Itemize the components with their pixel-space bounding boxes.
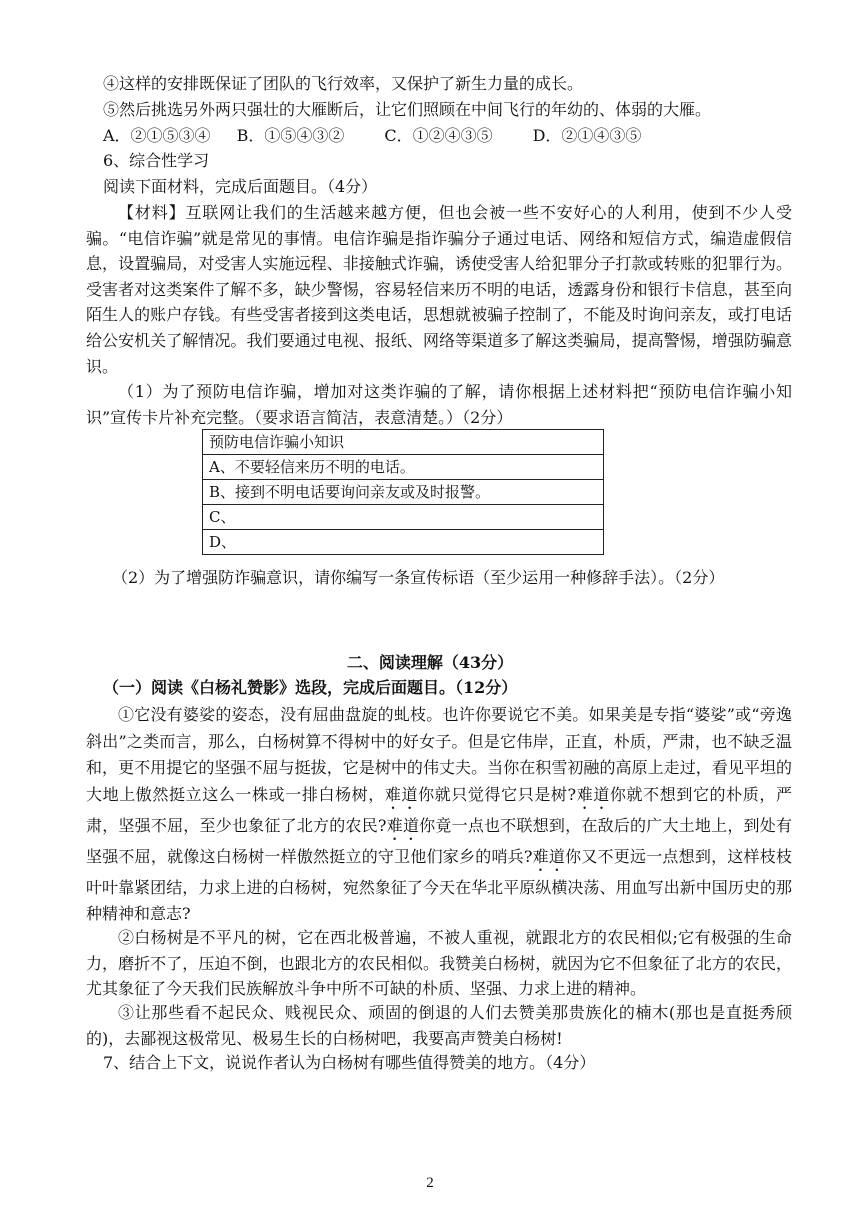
emphasis-nandao-3: 难道	[386, 815, 420, 835]
card-item-c: C、	[203, 505, 604, 530]
answer-options	[103, 126, 743, 146]
emphasis-nandao-4: 难道	[532, 846, 566, 866]
option-b: B．①⑤④③②	[236, 126, 345, 145]
p1-part-b: 你就只觉得它只是树?	[418, 784, 577, 804]
option-c: C．①②④③⑤	[384, 126, 493, 145]
passage-paragraph-3	[86, 1000, 792, 1051]
p2-text: ②白杨树是不平凡的树，它在西北极普遍，不被人重视，就跟北方的农民相似;它有极强的生命力，磨折不了，压迫不倒，也跟北方的农民相似。我赞美白杨树，就因为它不但象征了北方的农民，尤其象征了今天我们民族解放斗争中所不可缺的朴质、坚强、力求上进的精神。	[86, 928, 792, 999]
reading-subtitle: （一）阅读《白杨礼赞影》选段，完成后面题目。（12分）	[103, 678, 518, 697]
card-item-a: A、不要轻信来历不明的电话。	[203, 455, 604, 480]
question-6-title: 6、综合性学习	[103, 151, 210, 170]
card-title: 预防电信诈骗小知识	[203, 430, 604, 455]
question-7: 7、结合上下文，说说作者认为白杨树有哪些值得赞美的地方。（4分）	[103, 1053, 596, 1072]
sentence-5: ⑤然后挑选另外两只强壮的大雁断后，让它们照顾在中间飞行的年幼的、体弱的大雁。	[103, 100, 712, 119]
option-a: A．②①⑤③④	[103, 126, 211, 145]
option-d: D．②①④③⑤	[532, 126, 642, 145]
page-number: 2	[426, 1175, 434, 1191]
question-6-1-text: （1）为了预防电信诈骗，增加对这类诈骗的了解，请你根据上述材料把“预防电信诈骗小知识”宣传卡片补充完整。（要求语言简洁，表意清楚。）（2分）	[86, 382, 792, 427]
p1-part-a: ①它没有婆娑的姿态，没有屈曲盘旋的虬枝。也许你要说它不美。如果美是专指“婆娑”或“旁逸斜出”之类而言，那么，白杨树算不得树中的好女子。但是它伟岸，正直，朴质，严肃，也不缺乏温和，更不用提它的坚强不屈与挺拔，它是树中的伟丈夫。当你在积雪初融的高原上走过，看见平坦的大地上傲然挺立这么一株或一排白杨树，	[86, 705, 792, 804]
emphasis-nandao-1: 难道	[384, 784, 419, 804]
card-item-b: B、接到不明电话要询问亲友或及时报警。	[203, 480, 604, 505]
sentence-4: ④这样的安排既保证了团队的飞行效率，又保护了新生力量的成长。	[103, 74, 584, 93]
material-paragraph	[86, 200, 792, 379]
question-6-2: （2）为了增强防诈骗意识，请你编写一条宣传标语（至少运用一种修辞手法）。（2分）	[112, 568, 725, 587]
anti-fraud-card	[202, 429, 604, 555]
p1-part-d: 你竟一点也不联想到，在敌后的广大土地上，到处有坚强不屈，就像这白杨树一样傲然挺立的守卫他们家乡的哨兵?	[86, 815, 792, 866]
passage-paragraph-1	[86, 702, 792, 928]
emphasis-nandao-2: 难道	[576, 784, 610, 804]
question-6-intro: 阅读下面材料，完成后面题目。（4分）	[103, 177, 378, 196]
question-6-1	[86, 379, 792, 430]
passage-paragraph-2	[86, 925, 792, 1002]
material-text: 【材料】互联网让我们的生活越来越方便，但也会被一些不安好心的人利用，使到不少人受骗。“电信诈骗”就是常见的事情。电信诈骗是指诈骗分子通过电话、网络和短信方式，编造虚假信息，设置骗局，对受害人实施远程、非接触式诈骗，诱使受害人给犯罪分子打款或转账的犯罪行为。受害者对这类案件了解不多，缺少警惕，容易轻信来历不明的电话，透露身份和银行卡信息，甚至向陌生人的账户存钱。有些受害者接到这类电话，思想就被骗子控制了，不能及时询问亲友，或打电话给公安机关了解情况。我们要通过电视、报纸、网络等渠道多了解这类骗局，提高警惕，增强防骗意识。	[86, 203, 792, 376]
p1-part-c: 你就不想到它的朴质，严肃，坚强不屈，至少也象征了北方的农民?	[86, 784, 792, 835]
card-item-d: D、	[203, 530, 604, 555]
section-title: 二、阅读理解（43分）	[346, 653, 514, 672]
p1-part-e: 你又不更远一点想到，这样枝枝叶叶靠紧团结，力求上进的白杨树，宛然象征了今天在华北平原纵横决荡、用血写出新中国历史的那种精神和意志?	[86, 846, 792, 923]
p3-text: ③让那些看不起民众、贱视民众、顽固的倒退的人们去赞美那贵族化的楠木(那也是直挺秀颀的)，去鄙视这极常见、极易生长的白杨树吧，我要高声赞美白杨树!	[86, 1003, 792, 1048]
